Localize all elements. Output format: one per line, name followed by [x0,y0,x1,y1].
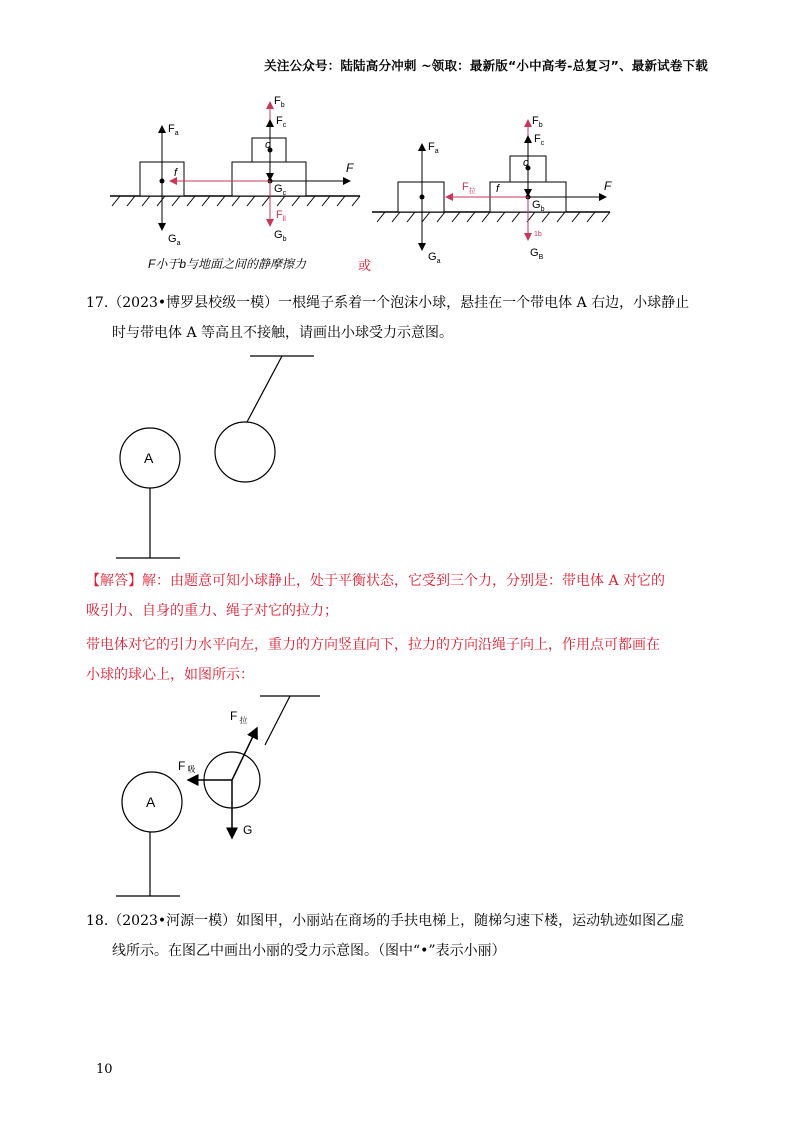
force-diagram-top [110,90,630,280]
answer-line2: 吸引力、自身的重力、绳子对它的拉力； [86,603,338,619]
label-fc-right: $F_c$ [534,133,545,147]
right-figure [372,115,612,265]
left-figure [110,95,360,271]
label-fc: $F_c$ [276,115,287,129]
left-caption: F小于b与地面之间的静摩擦力 [148,257,307,271]
label-fn: $F_{ll}$ [276,209,286,223]
label-gb-right: $G_b$ [532,199,545,213]
q17-text [86,288,726,348]
f-pull-label: F $_拉$ [230,709,248,725]
label-gb2-right: $G_B$ [530,247,544,261]
label-ga-right: $G_a$ [428,251,441,265]
q17-line2: 时与带电体 A 等高且不接触，请画出小球受力示意图。 [112,325,454,341]
answer-line4: 小球的球心上，如图所示： [86,667,254,683]
answer-line3: 带电体对它的引力水平向左，重力的方向竖直向下，拉力的方向沿绳子向上，作用点可都画在 [86,637,660,653]
label-c-right: c [523,157,529,169]
label-F-right: F [604,179,612,193]
label-gc: $G_c$ [274,183,287,197]
q18-line2: 线所示。在图乙中画出小丽的受力示意图。（图中“•”表示小丽） [112,943,506,959]
answer-tag: 【解答】 [86,573,142,589]
q17-number: 17. [86,295,109,311]
label-c: c [265,139,271,151]
label-fab-right: $F_拉$ [462,181,476,195]
answer-line1: 解：由题意可知小球静止，处于平衡状态，它受到三个力，分别是：带电体 A 对它的 [142,573,666,589]
answer-ball-label: A [146,794,156,810]
q17-answer-figure [110,690,340,905]
q17-ball-label: A [144,450,154,466]
label-fa-right: $F_a$ [428,141,439,155]
or-text: 或 [358,258,372,273]
label-fn-right: 1b [534,231,542,238]
page-number: 10 [96,1062,113,1077]
label-fb: $F_b$ [274,95,285,109]
q18-number: 18. [86,913,109,929]
label-fb-right: $F_b$ [532,115,543,129]
q17-figure [110,352,330,567]
f-attract-label: F吸 [178,759,196,774]
q17-answer [86,566,726,690]
label-F: F [346,161,354,175]
q18-line1: （2023•河源一模）如图甲，小丽站在商场的手扶电梯上，随梯匀速下楼，运动轨迹如图乙虚 [108,913,685,929]
g-label: G [243,823,253,837]
label-fa: $F_a$ [168,123,179,137]
q17-line1: （2023•博罗县校级一模）一根绳子系着一个泡沫小球，悬挂在一个带电体 A 右边，小球静止 [108,295,690,311]
label-f-small: f [174,167,178,179]
q18-text [86,906,726,966]
page-header: 关注公众号：陆陆高分冲刺 ~领取：最新版“小中高考-总复习”、最新试卷下载 [264,58,708,73]
label-ga: $G_a$ [168,233,181,247]
label-gb: $G_b$ [274,229,287,243]
label-f-small-right: f [496,183,500,195]
